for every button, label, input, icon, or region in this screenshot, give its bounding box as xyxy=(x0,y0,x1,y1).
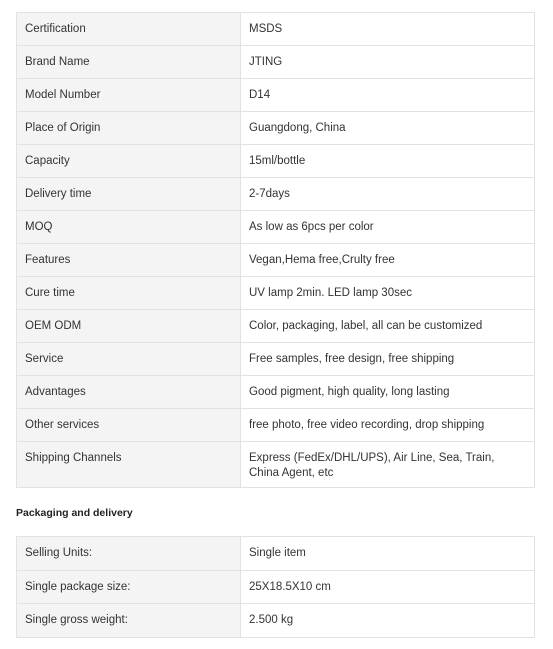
spec-value-cell xyxy=(241,310,535,343)
spec-value: Free samples, free design, free shipping xyxy=(249,353,455,365)
table-row xyxy=(17,244,535,277)
spec-value: Color, packaging, label, all can be customized xyxy=(249,320,483,332)
spec-label-cell xyxy=(17,244,241,277)
spec-label-cell xyxy=(17,46,241,79)
table-row xyxy=(17,13,535,46)
packaging-value-cell xyxy=(241,570,535,604)
packaging-label-cell xyxy=(17,604,241,638)
spec-label-cell xyxy=(17,277,241,310)
specifications-table xyxy=(16,12,535,488)
spec-value-cell xyxy=(241,442,535,488)
packaging-label: Single gross weight: xyxy=(25,614,128,626)
packaging-value: 2.500 kg xyxy=(249,614,294,626)
spec-label: Advantages xyxy=(25,386,86,398)
table-row xyxy=(17,537,535,571)
spec-label: MOQ xyxy=(25,221,53,233)
spec-label: OEM ODM xyxy=(25,320,82,332)
table-row xyxy=(17,46,535,79)
spec-label-cell xyxy=(17,178,241,211)
spec-label: Place of Origin xyxy=(25,122,101,134)
spec-value: UV lamp 2min. LED lamp 30sec xyxy=(249,287,412,299)
spec-value: Good pigment, high quality, long lasting xyxy=(249,386,450,398)
packaging-label-cell xyxy=(17,570,241,604)
spec-value: D14 xyxy=(249,89,271,101)
table-row xyxy=(17,376,535,409)
spec-label: Certification xyxy=(25,23,86,35)
packaging-section-title: Packaging and delivery xyxy=(16,507,133,519)
spec-label: Other services xyxy=(25,419,100,431)
spec-label-cell xyxy=(17,79,241,112)
packaging-value-cell xyxy=(241,537,535,571)
spec-label: Shipping Channels xyxy=(25,452,122,464)
table-row xyxy=(17,570,535,604)
spec-value: Vegan,Hema free,Crulty free xyxy=(249,254,395,266)
spec-value: free photo, free video recording, drop shipping xyxy=(249,419,485,431)
spec-label-cell xyxy=(17,211,241,244)
spec-label: Cure time xyxy=(25,287,75,299)
spec-label-cell xyxy=(17,409,241,442)
spec-value: MSDS xyxy=(249,23,283,35)
spec-label-cell xyxy=(17,343,241,376)
table-row xyxy=(17,409,535,442)
packaging-label: Selling Units: xyxy=(25,547,93,559)
table-row xyxy=(17,145,535,178)
spec-value-cell xyxy=(241,46,535,79)
spec-value: 15ml/bottle xyxy=(249,155,306,167)
spec-label: Brand Name xyxy=(25,56,90,68)
spec-value-cell xyxy=(241,178,535,211)
spec-value-cell xyxy=(241,211,535,244)
spec-value: Express (FedEx/DHL/UPS), Air Line, Sea, Train, China Agent, etc xyxy=(249,452,495,479)
spec-label: Service xyxy=(25,353,64,365)
packaging-value: Single item xyxy=(249,547,306,559)
spec-value: 2-7days xyxy=(249,188,290,200)
table-row xyxy=(17,442,535,488)
spec-value-cell xyxy=(241,112,535,145)
spec-label: Model Number xyxy=(25,89,101,101)
spec-label: Capacity xyxy=(25,155,70,167)
table-row xyxy=(17,79,535,112)
table-row xyxy=(17,310,535,343)
table-row xyxy=(17,211,535,244)
spec-value-cell xyxy=(241,343,535,376)
spec-value-cell xyxy=(241,376,535,409)
spec-label-cell xyxy=(17,442,241,488)
spec-value-cell xyxy=(241,145,535,178)
spec-label-cell xyxy=(17,13,241,46)
spec-value-cell xyxy=(241,409,535,442)
table-row xyxy=(17,112,535,145)
spec-label-cell xyxy=(17,145,241,178)
table-row xyxy=(17,277,535,310)
packaging-value-cell xyxy=(241,604,535,638)
spec-value: As low as 6pcs per color xyxy=(249,221,374,233)
spec-label-cell xyxy=(17,376,241,409)
packaging-value: 25X18.5X10 cm xyxy=(249,580,331,593)
spec-label-cell xyxy=(17,112,241,145)
spec-label: Features xyxy=(25,254,71,266)
spec-value: Guangdong, China xyxy=(249,122,346,134)
table-row xyxy=(17,604,535,638)
spec-value-cell xyxy=(241,13,535,46)
table-row xyxy=(17,343,535,376)
spec-label-cell xyxy=(17,310,241,343)
packaging-table xyxy=(16,536,535,638)
table-row xyxy=(17,178,535,211)
spec-value-cell xyxy=(241,244,535,277)
spec-value-cell xyxy=(241,277,535,310)
spec-label: Delivery time xyxy=(25,188,92,200)
spec-value: JTING xyxy=(249,56,283,68)
packaging-label: Single package size: xyxy=(25,580,131,593)
spec-value-cell xyxy=(241,79,535,112)
packaging-label-cell xyxy=(17,537,241,571)
